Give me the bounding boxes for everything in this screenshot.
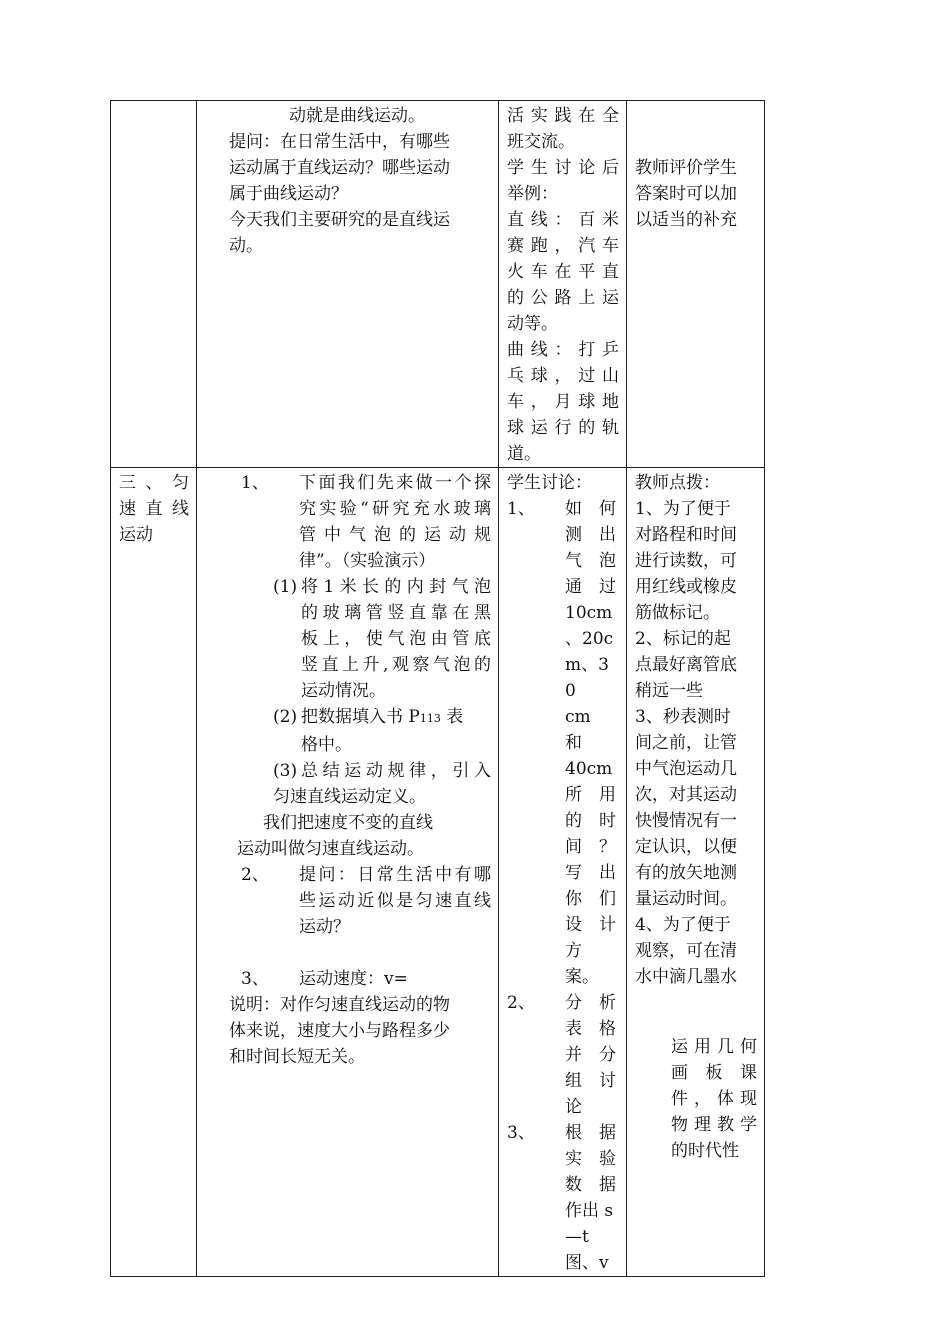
text-line: 举例： — [507, 184, 558, 204]
text-line: 对路程和时间 — [635, 525, 737, 545]
list-item — [205, 862, 491, 940]
item-number: 3、 — [241, 969, 269, 989]
item-number: 1、 — [241, 473, 269, 493]
text-line: 点最好离管底 — [635, 655, 737, 675]
text-line: 些运动近似是匀速直线 — [299, 891, 491, 911]
section-cell-empty — [111, 101, 197, 468]
sub-item-number: (1) — [273, 577, 298, 597]
text-line: 班交流。 — [507, 132, 575, 152]
item-number: 2、 — [241, 865, 269, 885]
text-line: 车，月球地 — [507, 392, 619, 412]
text-line: 教师评价学生 — [635, 158, 737, 178]
text-line: 运动情况。 — [301, 681, 386, 701]
text-line: 答案时可以加 — [635, 184, 737, 204]
text-line: cm 和 — [565, 707, 608, 753]
text-line: 2、标记的起 — [635, 629, 731, 649]
definition-line: 我们把速度不变的直线 — [263, 813, 433, 833]
sub-item-number: (2) — [273, 707, 298, 727]
table-row — [111, 101, 765, 468]
text-line: 管中气泡的运动规 — [299, 525, 491, 545]
design-intent-cell — [627, 101, 765, 468]
lesson-plan-table — [110, 100, 765, 1277]
list-item — [205, 966, 491, 992]
list-item — [507, 990, 619, 1120]
text-line: 所 用 — [565, 785, 616, 805]
text-line: 今天我们主要研究的是直线运 — [229, 210, 450, 230]
text-line: 的时代性 — [671, 1141, 739, 1161]
text-line: 匀速直线运动定义。 — [273, 787, 426, 807]
text-line: 写 出 — [565, 863, 616, 883]
text-line: 论 — [565, 1097, 582, 1117]
teacher-activity-cell — [197, 101, 499, 468]
text-line: 间 ？ — [565, 837, 616, 857]
text-line: 案。 — [565, 967, 599, 987]
teacher-activity-cell — [197, 468, 499, 1277]
list-item — [205, 470, 491, 574]
text-line: 律”。（实验演示） — [299, 551, 436, 571]
text-line: 通 过 — [565, 577, 616, 597]
text-line: 定认识，以便 — [635, 837, 737, 857]
text-line: 曲线：打乒 — [507, 340, 619, 360]
note-line: 和时间长短无关。 — [229, 1047, 365, 1067]
text-line: 动等。 — [507, 314, 558, 334]
text-line: 测 出 — [565, 525, 616, 545]
text-line: 学生讨论后 — [507, 158, 619, 178]
text-line: m、30 — [565, 655, 609, 701]
text-line: 量运动时间。 — [635, 889, 737, 909]
sub-item — [205, 758, 491, 810]
definition-line: 运动叫做匀速直线运动。 — [237, 839, 424, 859]
text-line: 提问：日常生活中有哪 — [299, 865, 491, 885]
student-activity-cell — [499, 101, 627, 468]
text-line: 球运行的轨 — [507, 418, 619, 438]
page-subscript: 113 — [419, 712, 441, 725]
text-line: 图、v — [565, 1253, 609, 1273]
design-intent-cell — [627, 468, 765, 1277]
text-line: 根 据 — [565, 1123, 616, 1143]
text-line: 你 们 — [565, 889, 616, 909]
text-line: 表 格 — [565, 1019, 616, 1039]
text-line: 10cm — [565, 603, 613, 623]
text-line: 活实践在全 — [507, 106, 619, 126]
item-number: 1、 — [507, 499, 535, 519]
text-line: 并 分 — [565, 1045, 616, 1065]
text-line: 、20c — [565, 629, 614, 649]
item-number: 3、 — [507, 1123, 535, 1143]
sub-item — [205, 704, 491, 758]
text-line — [301, 704, 491, 732]
text-line: 有的放矢地测 — [635, 863, 737, 883]
text-line: 直线：百米 — [507, 210, 619, 230]
note-line: 说明：对作匀速直线运动的物 — [229, 995, 450, 1015]
text-line: 如 何 — [565, 499, 616, 519]
text-line: 的玻璃管竖直靠在黑 — [301, 603, 491, 623]
text-line: 乓球，过山 — [507, 366, 619, 386]
student-activity-cell — [499, 468, 627, 1277]
text-line: 提问：在日常生活中，有哪些 — [229, 132, 450, 152]
text-span: 把数据填入书 P — [301, 707, 420, 727]
text-line: 的 时 — [565, 811, 616, 831]
text-line: 组 讨 — [565, 1071, 616, 1091]
text-line: 稍远一些 — [635, 681, 703, 701]
text-line: 筋做标记。 — [635, 603, 720, 623]
text-line: 方 — [565, 941, 582, 961]
note-line: 体来说，速度大小与路程多少 — [229, 1021, 450, 1041]
text-line: 运动属于直线运动？哪些运动 — [229, 158, 450, 178]
text-line: 属于曲线运动？ — [229, 184, 348, 204]
text-line: 进行读数，可 — [635, 551, 737, 571]
text-line: 运动速度：v= — [299, 969, 408, 989]
sub-item-number: (3) — [273, 761, 298, 781]
text-line: 分 析 — [565, 993, 616, 1013]
text-line: 水中滴几墨水 — [635, 967, 737, 987]
list-item — [507, 496, 619, 990]
text-line: 观察，可在清 — [635, 941, 737, 961]
text-line: 40cm — [565, 759, 613, 779]
text-line: 件，体现 — [671, 1089, 757, 1109]
text-line: 究实验“研究充水玻璃 — [299, 499, 491, 519]
text-line: 的公路上运 — [507, 288, 619, 308]
text-line: 道。 — [507, 444, 541, 464]
section-title-line: 运动 — [119, 525, 153, 545]
list-item — [507, 1120, 619, 1276]
text-line: 设 计 — [565, 915, 616, 935]
text-line: 间之前，让管 — [635, 733, 737, 753]
text-line: 赛跑，汽车 — [507, 236, 619, 256]
text-line: 3、秒表测时 — [635, 707, 731, 727]
table-row — [111, 468, 765, 1277]
text-line: 动。 — [229, 236, 263, 256]
text-line: 1、为了便于 — [635, 499, 731, 519]
text-line: 格中。 — [301, 735, 352, 755]
text-line: 板上，使气泡由管底 — [301, 629, 491, 649]
text-line: 运动？ — [299, 917, 350, 937]
text-line: 4、为了便于 — [635, 915, 731, 935]
text-line: 数 据 — [565, 1175, 616, 1195]
text-line: 火车在平直 — [507, 262, 619, 282]
text-line: 物理教学 — [671, 1115, 757, 1135]
design-note — [635, 1034, 757, 1164]
text-line: 快慢情况有一 — [635, 811, 737, 831]
section-title-cell — [111, 468, 197, 1277]
text-line: 次，对其运动 — [635, 785, 737, 805]
text-line: 动就是曲线运动。 — [289, 106, 425, 126]
text-line: 学生讨论： — [507, 473, 592, 493]
text-line: 以适当的补充 — [635, 210, 737, 230]
text-span: 表 — [440, 707, 464, 727]
section-title-line: 三、匀 — [119, 473, 189, 493]
text-line: 下面我们先来做一个探 — [299, 473, 491, 493]
text-line: 教师点拨： — [635, 473, 720, 493]
text-line: 用红线或橡皮 — [635, 577, 737, 597]
text-line: 竖直上升,观察气泡的 — [301, 655, 491, 675]
item-number: 2、 — [507, 993, 535, 1013]
text-line: 实 验 — [565, 1149, 616, 1169]
text-line: 将1米长的内封气泡 — [301, 577, 491, 597]
text-line: 总结运动规律，引入 — [301, 761, 491, 781]
text-line: —t — [565, 1227, 589, 1247]
section-title-line: 速直线 — [119, 499, 189, 519]
sub-item — [205, 574, 491, 704]
text-line: 中气泡运动几 — [635, 759, 737, 779]
text-line: 画板课 — [671, 1063, 757, 1083]
text-line: 运用几何 — [671, 1037, 757, 1057]
text-line: 气 泡 — [565, 551, 616, 571]
text-line: 作出 s — [565, 1201, 614, 1221]
